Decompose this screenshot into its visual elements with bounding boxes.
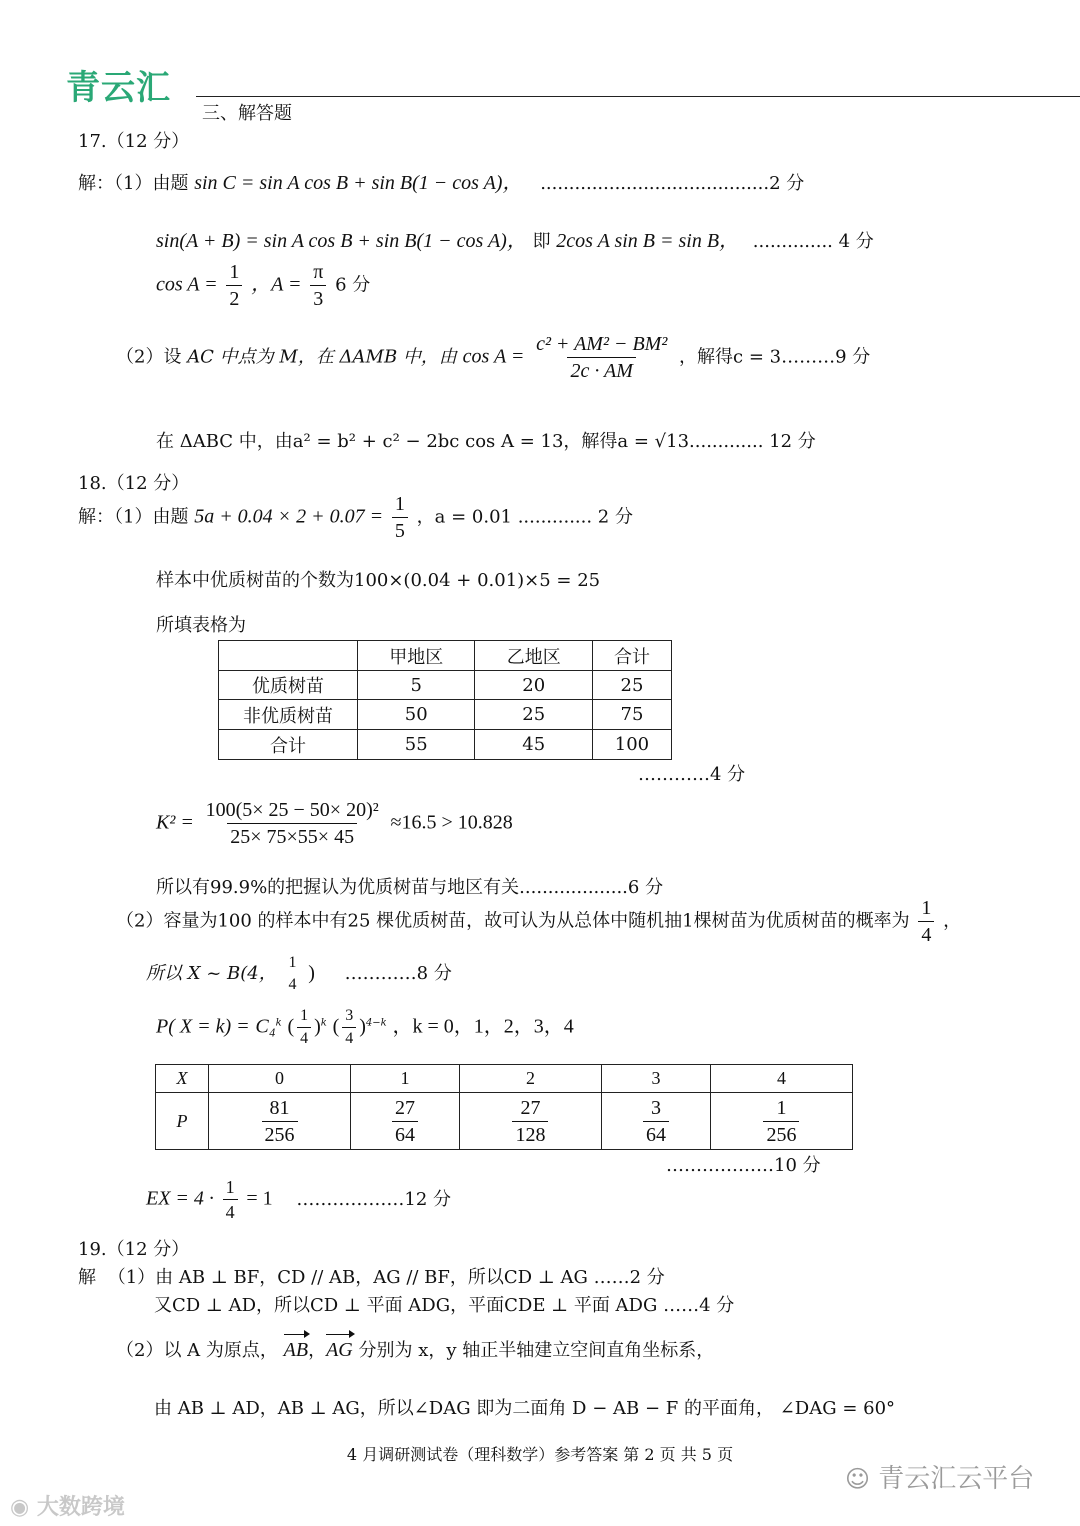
frac-den: 4 <box>918 921 934 945</box>
q17-step1-prefix: 解：（1）由题 <box>78 173 189 194</box>
weibo-watermark <box>10 1490 125 1521</box>
q18-part2 <box>116 898 961 945</box>
q18-pmf-sup: k <box>275 1017 282 1029</box>
dist-p-cell <box>710 1093 852 1150</box>
brand-logo: 青云汇 <box>66 68 171 108</box>
wechat-watermark-text: 青云汇云平台 <box>878 1464 1035 1494</box>
q17-step1-eq: sin C = sin A cos B + sin B(1 − cos A)， <box>194 172 523 194</box>
q17-step3-score: 6 分 <box>335 274 371 296</box>
header-rule <box>196 96 1080 97</box>
frac-num: 1 <box>225 1177 235 1197</box>
table-cell: 合计 <box>592 641 671 671</box>
weibo-watermark-text: 大数跨境 <box>36 1495 125 1520</box>
q18-step6-score: ………………10 分 <box>666 1155 821 1176</box>
q18-k2 <box>156 800 513 847</box>
frac-num: 1 <box>921 897 932 919</box>
q18-pmf-lhs: P( X = k) = <box>156 1015 250 1038</box>
frac-den: 256 <box>763 1121 799 1145</box>
q17-part2-text: AC 中点为 M，在 ΔAMB 中，由 <box>187 346 457 368</box>
q19-step1 <box>78 1266 665 1290</box>
table-cell: 合计 <box>219 730 358 760</box>
wechat-watermark <box>845 1458 1034 1495</box>
q18-ex-tail: = 1 <box>246 1187 273 1210</box>
table-cell: 甲地区 <box>358 641 475 671</box>
dist-x-row <box>156 1065 853 1093</box>
q18-pmf-c: C₄ <box>255 1015 276 1038</box>
table-cell: 20 <box>475 671 592 700</box>
q17-part2-frac <box>533 334 670 381</box>
q18-step1-frac <box>392 494 408 541</box>
q18-contingency-table <box>218 640 672 760</box>
q18-pmf-frac1 <box>297 1008 311 1047</box>
dist-x-cell: 3 <box>601 1065 710 1093</box>
frac-den: 4 <box>223 1199 238 1221</box>
q19-part2-pre: （2）以 A 为原点， <box>116 1340 278 1361</box>
dist-p-frac <box>392 1098 418 1145</box>
dist-p-frac <box>643 1098 669 1145</box>
q18-ex-frac <box>223 1178 238 1221</box>
q18-part2-end: ， <box>943 910 962 932</box>
dist-x-cell: 4 <box>710 1065 852 1093</box>
frac-num: 1 <box>300 1007 309 1024</box>
frac-den: 128 <box>512 1121 548 1145</box>
q18-dist-frac <box>286 955 300 993</box>
q18-step1-prefix: 解：（1）由题 <box>78 506 189 528</box>
q18-part2-frac <box>918 898 934 945</box>
q18-step5: 所以有99.9%的把握认为优质树苗与地区有关...................6 分 <box>156 877 664 898</box>
dist-p-label: P <box>156 1093 209 1150</box>
q18-header: 18.（12 分） <box>78 473 190 494</box>
q18-k2-lhs: K² = <box>156 811 194 834</box>
q17-step3-frac2 <box>310 262 326 309</box>
q19-part2-post: 分别为 x，y 轴正半轴建立空间直角坐标系， <box>358 1340 715 1361</box>
q18-dist-prefix: 所以 X ~ B(4， <box>146 963 277 984</box>
q17-step2-eq2: 2cos A sin B = sin B， <box>556 230 740 252</box>
frac-num: 1 <box>288 954 297 971</box>
q17-part2-tail: ，解得c = 3………9 分 <box>679 346 871 368</box>
frac-den: 4 <box>288 976 297 993</box>
frac-num: 1 <box>229 261 240 283</box>
section-title: 三、解答题 <box>202 103 292 124</box>
q17-part3: 在 ΔABC 中，由a² = b² + c² − 2bc cos A = 13，解得a = √13............. 12 分 <box>156 431 816 452</box>
dist-p-cell <box>209 1093 351 1150</box>
dist-p-frac <box>763 1098 799 1145</box>
q17-part2 <box>116 334 870 381</box>
q18-pmf-sup2: 4−k <box>365 1017 387 1029</box>
q17-step2-mid: 即 <box>532 231 551 252</box>
frac-num: π <box>313 261 324 283</box>
table-cell: 100 <box>592 730 671 760</box>
table-cell: 25 <box>475 700 592 730</box>
table-cell: 非优质树苗 <box>219 700 358 730</box>
frac-den: 3 <box>310 285 326 309</box>
frac-den: 4 <box>297 1027 311 1047</box>
page-footer: 4 月调研测试卷（理科数学）参考答案 第 2 页 共 5 页 <box>346 1445 734 1464</box>
frac-den: 2c · AM <box>567 357 635 381</box>
q18-step1-tail: ，a = 0.01 ............. 2 分 <box>416 506 633 528</box>
q19-step1-prefix: 解 <box>78 1267 96 1288</box>
dist-p-row <box>156 1093 853 1150</box>
q19-step1-text: （1）由 AB ⊥ BF，CD // AB，AG // BF，所以CD ⊥ AG ……2 分 <box>107 1267 665 1288</box>
q18-dist-score: …………8 分 <box>344 963 452 984</box>
q18-step2: 样本中优质树苗的个数为100×(0.04 + 0.01)×5 = 25 <box>156 570 601 591</box>
frac-num: c² + AM² − BM² <box>536 333 668 355</box>
q19-part2-sep: ， <box>308 1340 327 1361</box>
q18-distribution-table <box>155 1064 853 1150</box>
table-row <box>219 671 672 700</box>
q17-step1 <box>78 171 804 196</box>
q18-dist-tail: ) <box>308 962 315 984</box>
dist-p-cell <box>351 1093 460 1150</box>
table-row <box>219 700 672 730</box>
q18-pmf: P( X = k) = C₄$^k$ ( $\frac{1}{4}$ )$^k$ ( $\frac{3}{4}$ )$^{4-k}$ ，k = 0，1，2，3，4 <box>156 1007 574 1047</box>
q18-pmf-tail: ，k = 0，1，2，3，4 <box>392 1015 574 1038</box>
frac-num: 3 <box>345 1007 354 1024</box>
q17-step3 <box>156 262 370 309</box>
q19-step4: 由 AB ⊥ AD，AB ⊥ AG，所以∠DAG 即为二面角 D − AB − F 的平面角， ∠DAG = 60° <box>154 1398 896 1419</box>
frac-den: 64 <box>392 1121 418 1145</box>
q18-pmf-frac2 <box>342 1008 356 1047</box>
frac-den: 256 <box>262 1121 298 1145</box>
q18-ex-lhs: EX = 4 · <box>146 1187 214 1210</box>
table-cell: 25 <box>592 671 671 700</box>
q18-k2-tail: ≈16.5 > 10.828 <box>390 811 513 834</box>
table-cell <box>219 641 358 671</box>
frac-num: 27 <box>520 1096 541 1119</box>
frac-num: 1 <box>394 493 405 515</box>
table-header-row <box>219 641 672 671</box>
frac-num: 81 <box>269 1096 290 1119</box>
frac-den: 4 <box>342 1027 356 1047</box>
table-cell: 45 <box>475 730 592 760</box>
dist-p-frac <box>262 1098 298 1145</box>
q17-part2-prefix: （2）设 <box>116 346 182 368</box>
q19-part2 <box>116 1338 714 1363</box>
table-cell: 乙地区 <box>475 641 592 671</box>
q19-step2: 又CD ⊥ AD，所以CD ⊥ 平面 ADG，平面CDE ⊥ 平面 ADG ……4 分 <box>154 1295 735 1316</box>
weibo-icon: ◉ <box>10 1495 30 1520</box>
q18-step1-eq: 5a + 0.04 × 2 + 0.07 = <box>194 505 384 528</box>
q19-header: 19.（12 分） <box>78 1239 190 1260</box>
frac-num: 27 <box>394 1096 415 1119</box>
dist-x-label: X <box>156 1065 209 1093</box>
q17-part2-lhs: cos A = <box>462 345 525 368</box>
dist-p-cell <box>601 1093 710 1150</box>
q17-step2-eq: sin(A + B) = sin A cos B + sin B(1 − cos A)， <box>156 230 527 252</box>
dist-x-cell: 0 <box>209 1065 351 1093</box>
wechat-icon: ☺ <box>845 1465 871 1493</box>
frac-num: 1 <box>776 1096 787 1119</box>
q18-step1 <box>78 494 633 541</box>
q17-step2 <box>156 229 874 254</box>
frac-num: 3 <box>650 1096 661 1119</box>
table-cell: 优质树苗 <box>219 671 358 700</box>
dist-x-cell: 1 <box>351 1065 460 1093</box>
dist-x-cell: 2 <box>459 1065 601 1093</box>
table-cell: 55 <box>358 730 475 760</box>
q17-step1-score: ........................................2 分 <box>540 173 805 194</box>
vector-ag: AG <box>326 1339 353 1361</box>
dist-p-cell <box>459 1093 601 1150</box>
dist-p-frac <box>512 1098 548 1145</box>
frac-den: 25× 75×55× 45 <box>227 823 357 847</box>
q18-k2-frac <box>203 800 382 847</box>
q17-step3-frac1 <box>226 262 242 309</box>
q18-step4-score: …………4 分 <box>638 764 746 785</box>
table-cell: 5 <box>358 671 475 700</box>
table-row <box>219 730 672 760</box>
table-cell: 75 <box>592 700 671 730</box>
frac-den: 64 <box>643 1121 669 1145</box>
q18-expectation <box>146 1178 451 1221</box>
frac-den: 2 <box>226 285 242 309</box>
q18-ex-score: ………………12 分 <box>296 1188 452 1210</box>
q18-step3: 所填表格为 <box>156 615 246 636</box>
q18-part2-text: （2）容量为100 的样本中有25 棵优质树苗，故可认为从总体中随机抽1棵树苗为优质树苗的概率为 <box>116 910 910 932</box>
frac-num: 100(5× 25 − 50× 20)² <box>205 799 379 821</box>
q17-step2-score: .............. 4 分 <box>752 231 874 252</box>
frac-den: 5 <box>392 517 408 541</box>
q18-distribution <box>146 955 452 993</box>
vector-ab: AB <box>283 1339 309 1361</box>
table-cell: 50 <box>358 700 475 730</box>
q17-step3-lhs: cos A = <box>156 273 218 296</box>
q17-step3-mid: ，A = <box>251 273 302 296</box>
q18-pmf-sup1: k <box>320 1017 327 1029</box>
q17-header: 17.（12 分） <box>78 131 190 152</box>
